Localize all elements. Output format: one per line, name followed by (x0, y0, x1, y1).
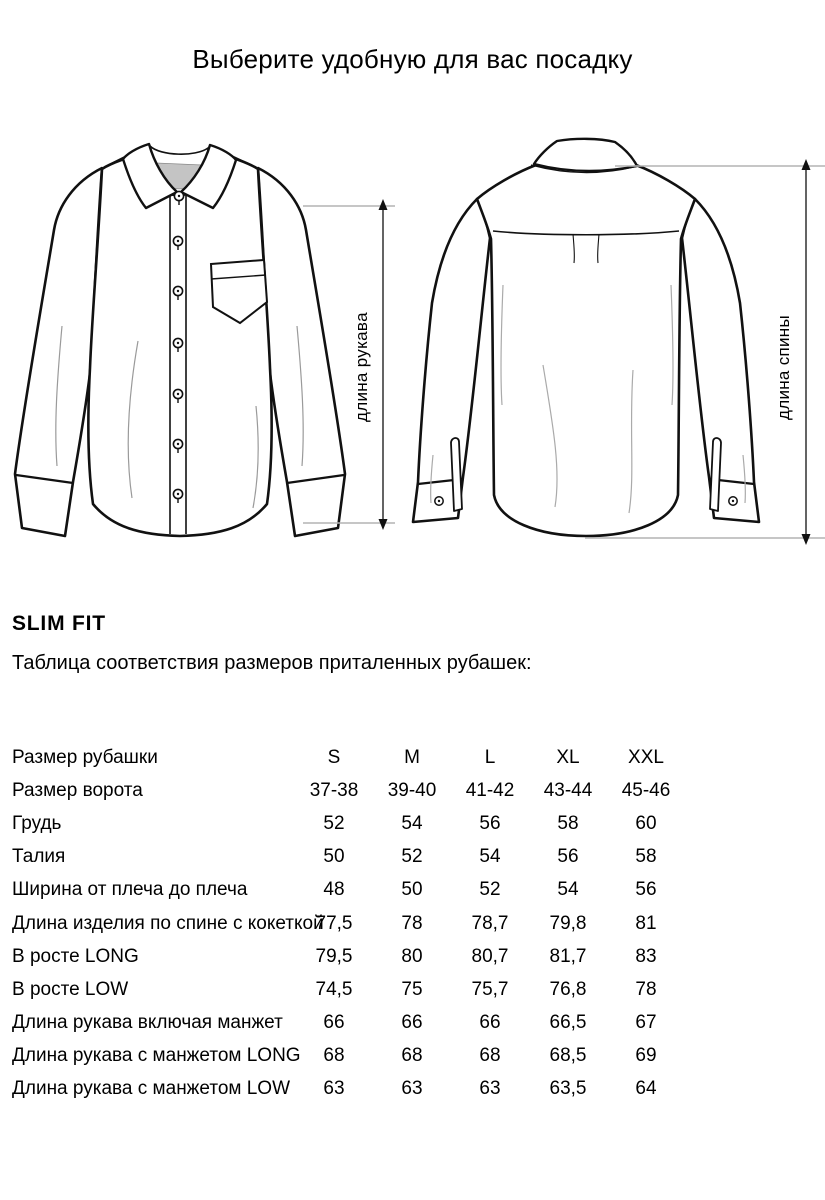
size-value: 68,5 (549, 1045, 587, 1067)
size-value: 75 (401, 978, 423, 1000)
size-value: 60 (635, 812, 657, 834)
table-row (12, 907, 692, 940)
row-label: В росте LOW (12, 978, 129, 1000)
size-value: 56 (635, 879, 657, 901)
row-label: Размер ворота (12, 779, 143, 801)
size-value: 58 (635, 846, 657, 868)
size-value: 78,7 (471, 912, 509, 934)
size-value: M (404, 746, 420, 768)
row-label: Размер рубашки (12, 746, 158, 768)
size-value: 48 (323, 879, 345, 901)
table-row (12, 807, 692, 840)
table-row (12, 1040, 692, 1073)
size-value: L (484, 746, 496, 768)
size-value: 52 (479, 879, 501, 901)
size-value: 63 (401, 1078, 423, 1100)
size-value: XXL (628, 746, 664, 768)
size-value: 63 (323, 1078, 345, 1100)
table-row (12, 1007, 692, 1040)
sleeve-length-arrow (298, 196, 398, 532)
size-value: 75,7 (471, 978, 509, 1000)
size-value: 67 (635, 1012, 657, 1034)
size-value: 52 (401, 846, 423, 868)
size-value: 66 (479, 1012, 501, 1034)
size-value: 81 (635, 912, 657, 934)
size-value: 68 (479, 1045, 501, 1067)
page-title: Выберите удобную для вас посадку (192, 44, 633, 74)
fit-heading: SLIM FIT (12, 612, 106, 635)
size-value: 63,5 (549, 1078, 587, 1100)
table-subtitle: Таблица соответствия размеров приталенных рубашек: (12, 652, 532, 674)
size-value: 64 (635, 1078, 657, 1100)
size-value: 66,5 (549, 1012, 587, 1034)
size-value: 54 (479, 846, 501, 868)
table-row (12, 940, 692, 973)
table-row (12, 741, 692, 774)
size-value: 78 (401, 912, 423, 934)
row-label: Длина рукава включая манжет (12, 1012, 283, 1034)
row-label: В росте LONG (12, 945, 139, 967)
size-table (12, 741, 692, 1106)
size-value: 80,7 (471, 945, 509, 967)
size-value: 78 (635, 978, 657, 1000)
row-label: Грудь (12, 812, 62, 834)
size-value: 39-40 (387, 779, 437, 801)
row-label: Талия (12, 846, 66, 868)
size-value: XL (556, 746, 580, 768)
size-value: 52 (323, 812, 345, 834)
back-length-label: длина спины (774, 314, 793, 420)
size-value: 83 (635, 945, 657, 967)
size-value: 66 (323, 1012, 345, 1034)
size-value: 68 (401, 1045, 423, 1067)
row-label: Ширина от плеча до плеча (12, 879, 248, 901)
size-value: 66 (401, 1012, 423, 1034)
table-row (12, 874, 692, 907)
size-value: 77,5 (315, 912, 353, 934)
sleeve-length-label: длина рукава (352, 312, 371, 422)
size-value: 54 (557, 879, 579, 901)
size-value: S (327, 746, 341, 768)
size-value: 43-44 (543, 779, 593, 801)
size-value: 37-38 (309, 779, 359, 801)
table-row (12, 841, 692, 874)
size-value: 56 (479, 812, 501, 834)
table-row (12, 774, 692, 807)
size-value: 50 (323, 846, 345, 868)
size-value: 58 (557, 812, 579, 834)
size-value: 45-46 (621, 779, 671, 801)
size-value: 68 (323, 1045, 345, 1067)
size-value: 74,5 (315, 978, 353, 1000)
size-value: 41-42 (465, 779, 515, 801)
size-value: 63 (479, 1078, 501, 1100)
row-label: Длина изделия по спине с кокеткой (12, 912, 324, 934)
row-label: Длина рукава с манжетом LOW (12, 1078, 291, 1100)
table-row (12, 1073, 692, 1106)
table-row (12, 973, 692, 1006)
size-value: 76,8 (549, 978, 587, 1000)
size-value: 80 (401, 945, 423, 967)
size-value: 50 (401, 879, 423, 901)
size-value: 79,8 (549, 912, 587, 934)
size-value: 69 (635, 1045, 657, 1067)
size-value: 54 (401, 812, 423, 834)
size-value: 56 (557, 846, 579, 868)
row-label: Длина рукава с манжетом LONG (12, 1045, 301, 1067)
size-value: 79,5 (315, 945, 353, 967)
size-value: 81,7 (549, 945, 587, 967)
